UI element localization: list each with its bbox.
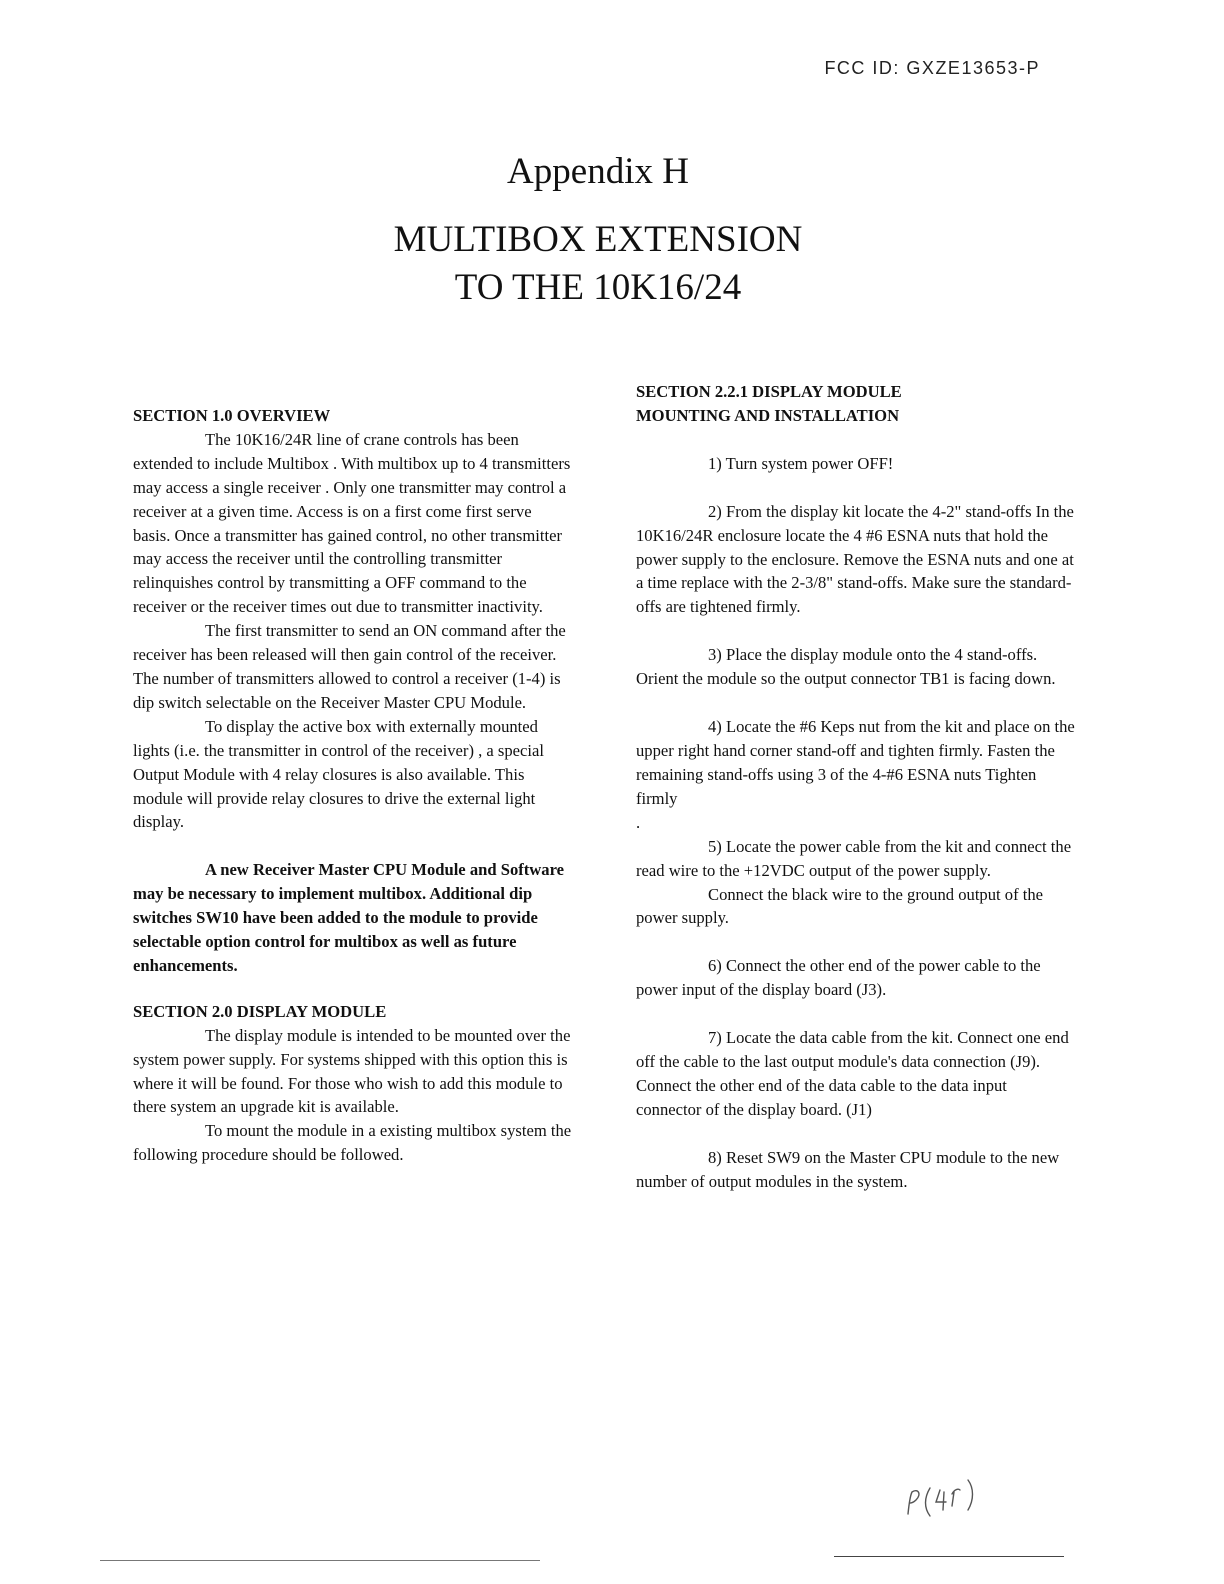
section-1-heading: SECTION 1.0 OVERVIEW	[133, 406, 331, 425]
section-2-paragraph-1: The display module is intended to be mounted over the system power supply. For systems shipped with this option this is where it will be found. For those who wish to add this module to there system an upgrade kit is available.	[133, 1025, 571, 1117]
section-2-2-1-heading-line-1: SECTION 2.2.1 DISPLAY MODULE	[636, 382, 902, 401]
left-column	[133, 404, 573, 1167]
section-1-paragraph-2: The first transmitter to send an ON command after the receiver has been released will then gain control of the receiver. The number of transmitters allowed to control a receiver (1-4) is dip switch selectable on the Receiver Master CPU Module.	[133, 621, 566, 712]
section-1-paragraph-1: The 10K16/24R line of crane controls has been extended to include Multibox . With multibox up to 4 transmitters may access a single receiver . Only one transmitter may control a receiver at a given time. Access is on a first come first serve basis. Once a transmitter has gained control, no other transmitter may access the receiver until the controlling transmitter relinquishes control by transmitting a OFF command to the receiver or the receiver times out due to transmitter inactivity.	[133, 429, 571, 617]
document-title	[0, 216, 1196, 312]
section-2-2-1-heading-line-2: MOUNTING AND INSTALLATION	[636, 405, 900, 425]
document-title-line-1: MULTIBOX EXTENSION	[393, 219, 803, 260]
step-3: 3) Place the display module onto the 4 stand-offs. Orient the module so the output connector TB1 is facing down.	[636, 645, 1056, 689]
document-title-line-2: TO THE 10K16/24	[454, 267, 742, 308]
section-1-note: A new Receiver Master CPU Module and Software may be necessary to implement multibox. Additional dip switches SW10 have been added to the module to provide selectable option control for multibox as well as future enhancements.	[133, 860, 565, 975]
step-4: 4) Locate the #6 Keps nut from the kit and place on the upper right hand corner stand-off and tighten firmly. Fasten the remaining stand-offs using 3 of the 4-#6 ESNA nuts Tighten firmly	[636, 717, 1075, 808]
section-2-heading: SECTION 2.0 DISPLAY MODULE	[133, 1001, 387, 1021]
bottom-scan-line-left	[100, 1560, 540, 1561]
step-6: 6) Connect the other end of the power cable to the power input of the display board (J3).	[636, 956, 1041, 1000]
right-column	[636, 380, 1076, 1194]
step-1: 1) Turn system power OFF!	[708, 453, 894, 473]
section-2-paragraph-2: To mount the module in a existing multibox system the following procedure should be followed.	[133, 1121, 572, 1165]
step-8: 8) Reset SW9 on the Master CPU module to the new number of output modules in the system.	[636, 1147, 1060, 1191]
handwritten-page-mark	[900, 1470, 1010, 1530]
step-5: 5) Locate the power cable from the kit and connect the read wire to the +12VDC output of the power supply.	[636, 836, 1072, 880]
step-5-continued: Connect the black wire to the ground output of the power supply.	[636, 884, 1044, 928]
stray-mark: .	[636, 812, 641, 832]
step-2: 2) From the display kit locate the 4-2" stand-offs In the 10K16/24R enclosure locate the 4 #6 ESNA nuts that hold the power supply to the enclosure. Remove the ESNA nuts and one at a time replace with the 2-3/8" stand-offs. Make sure the standard-offs are tightened firmly.	[636, 501, 1074, 617]
bottom-scan-line-right	[834, 1556, 1064, 1557]
step-7: 7) Locate the data cable from the kit. Connect one end off the cable to the last output module's data connection (J9). Connect the other end of the data cable to the data input connector of the display board. (J1)	[636, 1028, 1069, 1119]
section-1-paragraph-3: To display the active box with externally mounted lights (i.e. the transmitter in control of the receiver) , a special Output Module with 4 relay closures is also available. This module will provide relay closures to drive the external light display.	[133, 716, 545, 832]
appendix-title: Appendix H	[507, 151, 689, 192]
fcc-id-header: FCC ID: GXZE13653-P	[824, 58, 1040, 78]
